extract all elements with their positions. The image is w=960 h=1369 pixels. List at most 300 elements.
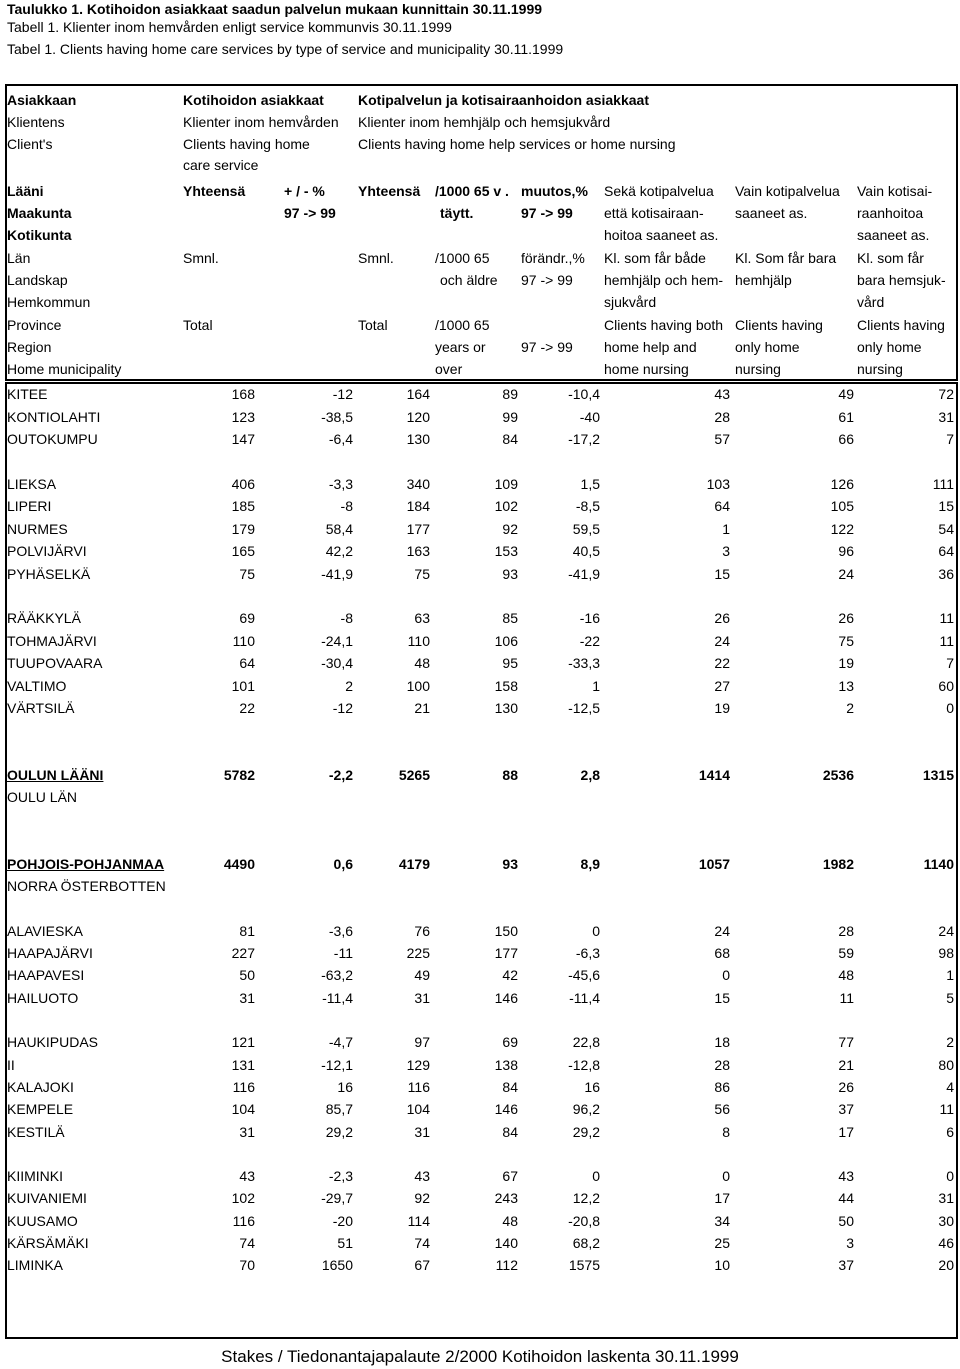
- table-row: [0, 1254, 960, 1276]
- header-homecare-en-2: care service: [183, 157, 259, 173]
- col-label-fi-1: Lääni: [7, 183, 44, 199]
- col3-fi: Yhteensä: [358, 183, 421, 199]
- value-cell-col8: 72: [938, 386, 954, 402]
- value-cell-col3: 110: [407, 633, 430, 649]
- value-cell-col3: 31: [414, 990, 430, 1006]
- value-cell-col8: 54: [938, 521, 954, 537]
- col5-sv-1: förändr.,%: [521, 250, 585, 266]
- header-homehelp-sv: Klienter inom hemhjälp och hemsjukvård: [358, 114, 611, 130]
- value-cell-col7: 49: [838, 386, 854, 402]
- value-cell-col2: 1650: [321, 1257, 353, 1273]
- value-cell-col8: 1140: [923, 856, 954, 872]
- value-cell-col4: 67: [502, 1168, 518, 1184]
- value-cell-col6: 1: [722, 521, 730, 537]
- col-label-en-3: Home municipality: [7, 361, 122, 377]
- col7-sv-2: hemhjälp: [735, 272, 792, 288]
- value-cell-col1: 75: [239, 566, 255, 582]
- value-cell-col4: 146: [494, 1101, 518, 1117]
- value-cell-col3: 129: [406, 1057, 430, 1073]
- value-cell-col7: 50: [838, 1213, 854, 1229]
- value-cell-col6: 34: [714, 1213, 730, 1229]
- value-cell-col6: 18: [714, 1034, 730, 1050]
- header-client-en: Client's: [7, 136, 53, 152]
- value-cell-col4: 48: [502, 1213, 518, 1229]
- municipality-name: KUUSAMO: [7, 1213, 78, 1229]
- value-cell-col5: 29,2: [572, 1124, 600, 1140]
- municipality-name: LIEKSA: [7, 476, 57, 492]
- value-cell-col7: 37: [838, 1257, 854, 1273]
- value-cell-col2: 29,2: [325, 1124, 353, 1140]
- header-homecare-en-1: Clients having home: [183, 136, 310, 152]
- value-cell-col4: 130: [494, 700, 518, 716]
- value-cell-col3: 130: [406, 431, 430, 447]
- col2-fi-2: 97 -> 99: [284, 205, 336, 221]
- col-label-fi-2: Maakunta: [7, 205, 72, 221]
- table-row: [0, 920, 960, 942]
- col5-en: 97 -> 99: [521, 339, 573, 355]
- value-cell-col3: 5265: [398, 767, 430, 783]
- col4-en-2: years or: [435, 339, 486, 355]
- value-cell-col6: 24: [714, 923, 730, 939]
- table-row: [0, 1187, 960, 1209]
- value-cell-col6: 27: [714, 678, 730, 694]
- value-cell-col1: 70: [239, 1257, 255, 1273]
- municipality-name: NURMES: [7, 521, 68, 537]
- value-cell-col3: 97: [414, 1034, 430, 1050]
- value-cell-col5: -10,4: [568, 386, 600, 402]
- value-cell-col7: 26: [838, 610, 854, 626]
- value-cell-col6: 0: [722, 1168, 730, 1184]
- municipality-name: KÄRSÄMÄKI: [7, 1235, 89, 1251]
- value-cell-col6: 8: [722, 1124, 730, 1140]
- table-row: [0, 697, 960, 719]
- col7-en-1: Clients having: [735, 317, 823, 333]
- value-cell-col8: 31: [938, 1190, 954, 1206]
- table-row: [0, 1076, 960, 1098]
- value-cell-col5: 40,5: [572, 543, 600, 559]
- value-cell-col1: 121: [231, 1034, 255, 1050]
- header-client-sv: Klientens: [7, 114, 65, 130]
- col1-en: Total: [183, 317, 213, 333]
- value-cell-col7: 26: [838, 1079, 854, 1095]
- col7-fi-2: saaneet as.: [735, 205, 808, 221]
- col5-sv-2: 97 -> 99: [521, 272, 573, 288]
- value-cell-col8: 0: [946, 1168, 954, 1184]
- value-cell-col8: 60: [938, 678, 954, 694]
- value-cell-col1: 81: [239, 923, 255, 939]
- value-cell-col8: 24: [938, 923, 954, 939]
- value-cell-col5: -41,9: [568, 566, 600, 582]
- col4-sv-2: och äldre: [440, 272, 498, 288]
- municipality-name: HAUKIPUDAS: [7, 1034, 99, 1050]
- value-cell-col8: 2: [946, 1034, 954, 1050]
- value-cell-col6: 103: [706, 476, 730, 492]
- value-cell-col1: 227: [231, 945, 255, 961]
- table-row: [0, 964, 960, 986]
- value-cell-col4: 177: [494, 945, 518, 961]
- value-cell-col5: 2,8: [580, 767, 600, 783]
- col6-fi-2: että kotisairaan-: [604, 205, 704, 221]
- value-cell-col7: 2: [846, 700, 854, 716]
- value-cell-col7: 37: [838, 1101, 854, 1117]
- value-cell-col7: 96: [838, 543, 854, 559]
- value-cell-col4: 99: [502, 409, 518, 425]
- value-cell-col5: 16: [584, 1079, 600, 1095]
- col8-fi-2: raanhoitoa: [857, 205, 924, 221]
- value-cell-col8: 5: [946, 990, 954, 1006]
- value-cell-col4: 153: [494, 543, 518, 559]
- value-cell-col6: 0: [722, 967, 730, 983]
- header-homehelp-fi: Kotipalvelun ja kotisairaanhoidon asiakkaat: [358, 92, 649, 108]
- value-cell-col2: 51: [337, 1235, 353, 1251]
- value-cell-col3: 164: [406, 386, 430, 402]
- municipality-name: POHJOIS-POHJANMAA: [7, 856, 165, 872]
- value-cell-col8: 11: [939, 1101, 954, 1117]
- col7-fi-1: Vain kotipalvelua: [735, 183, 840, 199]
- value-cell-col6: 15: [714, 990, 730, 1006]
- col7-sv-1: Kl. Som får bara: [735, 250, 837, 266]
- table-row: [0, 406, 960, 428]
- municipality-name: VÄRTSILÄ: [7, 700, 75, 716]
- municipality-name: II: [7, 1057, 15, 1073]
- value-cell-col8: 11: [939, 633, 954, 649]
- value-cell-col2: 2: [345, 678, 353, 694]
- value-cell-col8: 15: [938, 498, 954, 514]
- col4-en-3: over: [435, 361, 463, 377]
- value-cell-col1: 31: [239, 1124, 255, 1140]
- value-cell-col3: 4179: [398, 856, 430, 872]
- municipality-name: TUUPOVAARA: [7, 655, 103, 671]
- value-cell-col7: 59: [838, 945, 854, 961]
- value-cell-col3: 163: [406, 543, 430, 559]
- col-label-sv-3: Hemkommun: [7, 294, 91, 310]
- value-cell-col5: -8,5: [575, 498, 600, 514]
- value-cell-col3: 100: [406, 678, 430, 694]
- value-cell-col2: -3,6: [328, 923, 353, 939]
- value-cell-col1: 74: [239, 1235, 255, 1251]
- value-cell-col3: 184: [406, 498, 430, 514]
- value-cell-col4: 88: [502, 767, 518, 783]
- value-cell-col4: 102: [494, 498, 518, 514]
- municipality-name: HAAPAVESI: [7, 967, 85, 983]
- value-cell-col2: -4,7: [328, 1034, 353, 1050]
- value-cell-col4: 243: [494, 1190, 518, 1206]
- value-cell-col8: 98: [938, 945, 954, 961]
- value-cell-col7: 66: [838, 431, 854, 447]
- value-cell-col4: 138: [494, 1057, 518, 1073]
- caption-fi: Taulukko 1. Kotihoidon asiakkaat saadun palvelun mukaan kunnittain 30.11.1999: [7, 1, 543, 17]
- value-cell-col1: 22: [239, 700, 255, 716]
- value-cell-col4: 106: [494, 633, 518, 649]
- value-cell-col6: 56: [714, 1101, 730, 1117]
- value-cell-col8: 36: [938, 566, 954, 582]
- value-cell-col5: -16: [579, 610, 600, 626]
- value-cell-col7: 17: [838, 1124, 854, 1140]
- value-cell-col5: 68,2: [572, 1235, 600, 1251]
- value-cell-col4: 85: [502, 610, 518, 626]
- value-cell-col1: 64: [239, 655, 255, 671]
- col6-sv-2: hemhjälp och hem-: [604, 272, 724, 288]
- value-cell-col6: 1057: [698, 856, 730, 872]
- value-cell-col3: 104: [406, 1101, 430, 1117]
- value-cell-col7: 2536: [822, 767, 854, 783]
- table-row: [0, 1121, 960, 1143]
- value-cell-col3: 67: [414, 1257, 430, 1273]
- value-cell-col7: 13: [838, 678, 854, 694]
- col4-fi-2: täytt.: [440, 205, 474, 221]
- value-cell-col8: 31: [938, 409, 954, 425]
- table-row: [0, 1232, 960, 1254]
- value-cell-col7: 77: [838, 1034, 854, 1050]
- value-cell-col5: 8,9: [580, 856, 600, 872]
- header-homecare-sv: Klienter inom hemvården: [183, 114, 339, 130]
- value-cell-col1: 101: [231, 678, 255, 694]
- col6-fi-1: Sekä kotipalvelua: [604, 183, 714, 199]
- value-cell-col5: 1,5: [580, 476, 600, 492]
- value-cell-col5: -45,6: [568, 967, 600, 983]
- value-cell-col5: -33,3: [568, 655, 600, 671]
- value-cell-col8: 7: [946, 655, 954, 671]
- value-cell-col7: 61: [838, 409, 854, 425]
- value-cell-col1: 116: [232, 1213, 255, 1229]
- value-cell-col6: 19: [714, 700, 730, 716]
- value-cell-col6: 15: [714, 566, 730, 582]
- value-cell-col2: -12: [332, 386, 353, 402]
- value-cell-col6: 86: [714, 1079, 730, 1095]
- value-cell-col5: 12,2: [572, 1190, 600, 1206]
- value-cell-col8: 111: [932, 476, 954, 492]
- municipality-name: PYHÄSELKÄ: [7, 566, 91, 582]
- value-cell-col2: -6,4: [328, 431, 353, 447]
- value-cell-col8: 7: [946, 431, 954, 447]
- value-cell-col3: 116: [407, 1079, 430, 1095]
- table-row: [0, 1210, 960, 1232]
- value-cell-col7: 75: [838, 633, 854, 649]
- value-cell-col7: 24: [838, 566, 854, 582]
- value-cell-col5: 59,5: [572, 521, 600, 537]
- municipality-name: ALAVIESKA: [7, 923, 84, 939]
- value-cell-col3: 120: [406, 409, 430, 425]
- value-cell-col5: -6,3: [575, 945, 600, 961]
- value-cell-col3: 48: [414, 655, 430, 671]
- value-cell-col4: 158: [494, 678, 518, 694]
- value-cell-col6: 68: [714, 945, 730, 961]
- value-cell-col1: 104: [231, 1101, 255, 1117]
- col3-sv: Smnl.: [358, 250, 394, 266]
- col3-en: Total: [358, 317, 388, 333]
- col4-sv-1: /1000 65: [435, 250, 490, 266]
- table-row: [0, 495, 960, 517]
- value-cell-col3: 74: [414, 1235, 430, 1251]
- value-cell-col5: -12,5: [568, 700, 600, 716]
- value-cell-col2: 16: [337, 1079, 353, 1095]
- col2-fi-1: + / - %: [284, 183, 325, 199]
- page-footer: Stakes / Tiedonantajapalaute 2/2000 Kotihoidon laskenta 30.11.1999: [221, 1347, 739, 1366]
- caption-en: Tabel 1. Clients having home care services by type of service and municipality 30.11.1999: [7, 41, 564, 57]
- col6-en-2: home help and: [604, 339, 697, 355]
- value-cell-col2: -11: [333, 945, 353, 961]
- col5-fi-2: 97 -> 99: [521, 205, 573, 221]
- municipality-name: OUTOKUMPU: [7, 431, 98, 447]
- table-row: [0, 473, 960, 495]
- value-cell-col4: 84: [502, 1079, 518, 1095]
- table-row-region-total: [0, 764, 960, 786]
- value-cell-col2: -11,4: [322, 990, 353, 1006]
- value-cell-col7: 3: [846, 1235, 854, 1251]
- value-cell-col4: 140: [494, 1235, 518, 1251]
- value-cell-col6: 22: [714, 655, 730, 671]
- value-cell-col2: -63,2: [321, 967, 353, 983]
- value-cell-col2: -8: [340, 610, 353, 626]
- table-row: [0, 607, 960, 629]
- col6-fi-3: hoitoa saaneet as.: [604, 227, 719, 243]
- header-homehelp-en: Clients having home help services or home nursing: [358, 136, 676, 152]
- value-cell-col7: 122: [830, 521, 854, 537]
- value-cell-col7: 44: [838, 1190, 854, 1206]
- value-cell-col8: 20: [938, 1257, 954, 1273]
- value-cell-col7: 1982: [822, 856, 854, 872]
- value-cell-col2: 58,4: [325, 521, 353, 537]
- value-cell-col6: 24: [714, 633, 730, 649]
- value-cell-col2: 0,6: [333, 856, 353, 872]
- region-sublabel-sv: OULU LÄN: [7, 789, 78, 805]
- col6-sv-1: Kl. som får både: [604, 250, 706, 266]
- table-row: [0, 675, 960, 697]
- value-cell-col2: -3,3: [328, 476, 353, 492]
- value-cell-col8: 80: [938, 1057, 954, 1073]
- value-cell-col5: -17,2: [568, 431, 600, 447]
- col8-en-1: Clients having: [857, 317, 945, 333]
- col8-en-3: nursing: [857, 361, 903, 377]
- value-cell-col3: 76: [414, 923, 430, 939]
- value-cell-col5: 96,2: [572, 1101, 600, 1117]
- value-cell-col1: 147: [231, 431, 255, 447]
- col7-en-2: only home: [735, 339, 800, 355]
- value-cell-col5: 0: [592, 923, 600, 939]
- value-cell-col6: 25: [714, 1235, 730, 1251]
- value-cell-col3: 340: [406, 476, 430, 492]
- municipality-name: HAAPAJÄRVI: [7, 945, 93, 961]
- table-row: [0, 383, 960, 405]
- municipality-name: KEMPELE: [7, 1101, 74, 1117]
- value-cell-col8: 0: [946, 700, 954, 716]
- table-row: [0, 563, 960, 585]
- value-cell-col4: 93: [502, 856, 518, 872]
- value-cell-col5: 22,8: [572, 1034, 600, 1050]
- col8-fi-1: Vain kotisai-: [857, 183, 933, 199]
- table-row-region-total: [0, 853, 960, 875]
- value-cell-col6: 57: [714, 431, 730, 447]
- value-cell-col8: 11: [939, 610, 954, 626]
- value-cell-col5: -40: [579, 409, 600, 425]
- value-cell-col3: 43: [414, 1168, 430, 1184]
- value-cell-col5: 1: [592, 678, 600, 694]
- value-cell-col2: -2,3: [328, 1168, 353, 1184]
- table-row: [0, 1031, 960, 1053]
- col-label-fi-3: Kotikunta: [7, 227, 72, 243]
- col-label-sv-1: Län: [7, 250, 31, 266]
- col7-en-3: nursing: [735, 361, 781, 377]
- col-label-sv-2: Landskap: [7, 272, 68, 288]
- value-cell-col1: 185: [231, 498, 255, 514]
- value-cell-col5: 1575: [568, 1257, 600, 1273]
- value-cell-col7: 19: [838, 655, 854, 671]
- value-cell-col6: 10: [714, 1257, 730, 1273]
- value-cell-col3: 49: [414, 967, 430, 983]
- value-cell-col8: 1: [946, 967, 954, 983]
- value-cell-col8: 6: [946, 1124, 954, 1140]
- col8-sv-1: Kl. som får: [857, 250, 924, 266]
- value-cell-col5: -11,4: [569, 990, 600, 1006]
- header-client-fi: Asiakkaan: [7, 92, 77, 108]
- table-row: [0, 1098, 960, 1120]
- value-cell-col7: 11: [839, 990, 854, 1006]
- value-cell-col8: 1315: [922, 767, 954, 783]
- table-row: [0, 540, 960, 562]
- value-cell-col4: 69: [502, 1034, 518, 1050]
- value-cell-col4: 150: [494, 923, 518, 939]
- value-cell-col2: -12,1: [321, 1057, 353, 1073]
- col6-en-3: home nursing: [604, 361, 689, 377]
- region-sublabel-sv: NORRA ÖSTERBOTTEN: [7, 878, 166, 894]
- value-cell-col3: 75: [414, 566, 430, 582]
- value-cell-col2: 42,2: [325, 543, 353, 559]
- value-cell-col7: 28: [838, 923, 854, 939]
- value-cell-col1: 179: [231, 521, 255, 537]
- value-cell-col2: -29,7: [321, 1190, 353, 1206]
- col4-en-1: /1000 65: [435, 317, 490, 333]
- value-cell-col2: -30,4: [321, 655, 353, 671]
- value-cell-col1: 116: [232, 1079, 255, 1095]
- col8-fi-3: saaneet as.: [857, 227, 930, 243]
- municipality-name: KESTILÄ: [7, 1124, 65, 1140]
- value-cell-col8: 4: [946, 1079, 954, 1095]
- value-cell-col6: 26: [714, 610, 730, 626]
- table-row: [0, 942, 960, 964]
- municipality-name: OULUN LÄÄNI: [7, 767, 104, 783]
- col1-sv: Smnl.: [183, 250, 219, 266]
- value-cell-col4: 95: [502, 655, 518, 671]
- value-cell-col7: 43: [838, 1168, 854, 1184]
- col8-sv-3: vård: [857, 294, 885, 310]
- value-cell-col8: 30: [938, 1213, 954, 1229]
- value-cell-col3: 225: [406, 945, 430, 961]
- value-cell-col7: 126: [830, 476, 854, 492]
- table-row: [0, 987, 960, 1009]
- value-cell-col1: 50: [239, 967, 255, 983]
- value-cell-col1: 102: [231, 1190, 255, 1206]
- col-label-en-1: Province: [7, 317, 62, 333]
- table-row: [0, 518, 960, 540]
- value-cell-col4: 93: [502, 566, 518, 582]
- value-cell-col4: 146: [494, 990, 518, 1006]
- caption-sv: Tabell 1. Klienter inom hemvården enligt service kommunvis 30.11.1999: [7, 19, 452, 35]
- value-cell-col4: 42: [502, 967, 518, 983]
- table-row: [0, 652, 960, 674]
- value-cell-col6: 1414: [698, 767, 730, 783]
- value-cell-col1: 43: [239, 1168, 255, 1184]
- value-cell-col4: 92: [502, 521, 518, 537]
- value-cell-col2: -12: [332, 700, 353, 716]
- table-row: [0, 630, 960, 652]
- value-cell-col3: 63: [414, 610, 430, 626]
- value-cell-col2: -8: [340, 498, 353, 514]
- value-cell-col2: -2,2: [328, 767, 353, 783]
- col6-en-1: Clients having both: [604, 317, 724, 333]
- municipality-name: POLVIJÄRVI: [7, 543, 87, 559]
- value-cell-col8: 64: [938, 543, 954, 559]
- col4-fi-1: /1000 65 v .: [435, 183, 509, 199]
